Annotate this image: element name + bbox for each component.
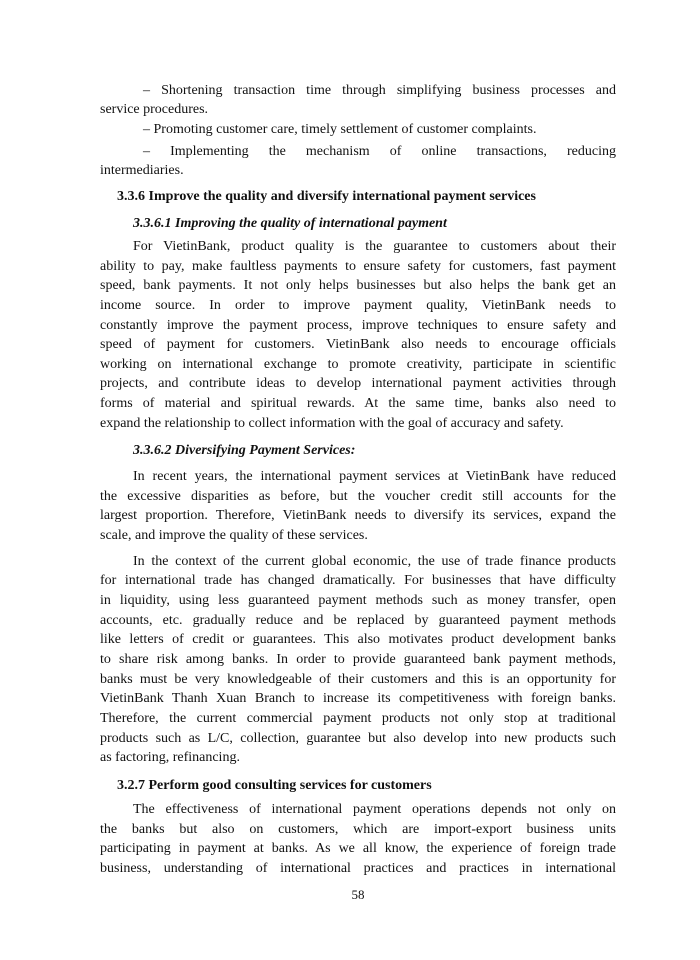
bullet-line: – Shortening transaction time through simplifying business processes and [143,83,616,98]
paragraph-line: products such as L/C, collection, guarantee but also develop into new products such [100,731,616,746]
bullet-line: – Promoting customer care, timely settlement of customer complaints. [143,122,537,137]
paragraph-line: the excessive disparities as before, but the voucher credit still accounts for the [100,489,616,504]
paragraph-line: forms of material and spiritual rewards. At the same time, banks also need to [100,396,616,411]
subsection-heading: 3.3.6.2 Diversifying Payment Services: [133,443,356,458]
paragraph-line: scale, and improve the quality of these services. [100,528,368,543]
page-number: 58 [351,887,365,902]
section-heading: 3.3.6 Improve the quality and diversify international payment services [117,189,536,204]
paragraph-line: ability to pay, make faultless payments to ensure safety for customers, fast payment [100,259,616,274]
paragraph-line: to share risk among banks. In order to provide guaranteed bank payment methods, [100,652,616,667]
paragraph-line: for international trade has changed dramatically. For businesses that have difficulty [100,573,616,588]
paragraph-line: business, understanding of international practices and practices in international [100,861,616,876]
section-heading: 3.2.7 Perform good consulting services for customers [117,778,432,793]
subsection-heading: 3.3.6.1 Improving the quality of international payment [133,216,447,231]
paragraph-line: largest proportion. Therefore, VietinBank needs to diversify its services, expand the [100,508,616,523]
paragraph-line: as factoring, refinancing. [100,750,240,765]
paragraph-line: accounts, etc. gradually reduce and be replaced by guaranteed payment methods [100,613,616,628]
paragraph-line: projects, and contribute ideas to develop international payment activities through [100,376,616,391]
paragraph-line: The effectiveness of international payment operations depends not only on [133,802,616,817]
paragraph-line: VietinBank Thanh Xuan Branch to increase its competitiveness with foreign banks. [100,691,616,706]
bullet-line: service procedures. [100,102,209,117]
paragraph-line: speed, bank payments. It not only helps businesses but also helps the bank get an [100,278,616,293]
paragraph-line: In recent years, the international payment services at VietinBank have reduced [133,469,616,484]
paragraph-line: income source. In order to improve payment quality, VietinBank needs to [100,298,616,313]
paragraph-line: Therefore, the current commercial payment products not only stop at traditional [100,711,616,726]
bullet-line: intermediaries. [100,163,184,178]
paragraph-line: banks must be very knowledgeable of their customers and this is an opportunity for [100,672,616,687]
paragraph-line: in liquidity, using less guaranteed payment methods such as money transfer, open [100,593,616,608]
paragraph-line: In the context of the current global economic, the use of trade finance products [133,554,616,569]
bullet-line: – Implementing the mechanism of online transactions, reducing [143,144,616,159]
paragraph-line: working on international exchange to promote creativity, participate in scientific [100,357,616,372]
paragraph-line: participating in payment at banks. As we all know, the experience of foreign trade [100,841,616,856]
paragraph-line: constantly improve the payment process, improve techniques to ensure safety and [100,318,616,333]
paragraph-line: expand the relationship to collect information with the goal of accuracy and safety. [100,416,564,431]
paragraph-line: the banks but also on customers, which are import-export business units [100,822,616,837]
paragraph-line: For VietinBank, product quality is the guarantee to customers about their [133,239,616,254]
paragraph-line: like letters of credit or guarantees. This also motivates product development banks [100,632,616,647]
paragraph-line: speed of payment for customers. VietinBank also needs to encourage officials [100,337,616,352]
